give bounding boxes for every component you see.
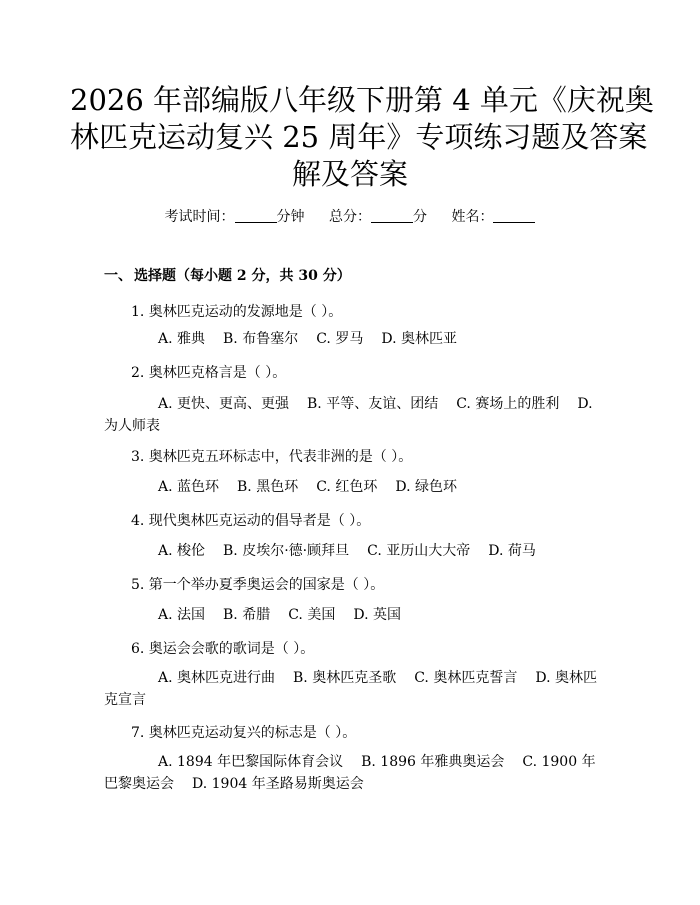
option: C. 赛场上的胜利 bbox=[456, 396, 560, 412]
option: B. 黑色环 bbox=[237, 479, 299, 495]
option: A. 法国 bbox=[158, 607, 206, 623]
question-options bbox=[104, 328, 600, 350]
option: B. 奥林匹克圣歌 bbox=[293, 670, 397, 686]
question-options bbox=[104, 393, 600, 437]
option: A. 奥林匹克进行曲 bbox=[158, 670, 276, 686]
option: A. 梭伦 bbox=[158, 543, 206, 559]
title-line: 2026 年部编版八年级下册第 4 单元《庆祝奥 bbox=[70, 83, 654, 117]
option: D. 为人师表 bbox=[104, 396, 593, 434]
question-options bbox=[104, 751, 600, 795]
exam-score-unit: 分 bbox=[413, 209, 427, 225]
option: B. 1896 年雅典奥运会 bbox=[361, 754, 505, 770]
exam-score-blank bbox=[371, 208, 413, 223]
exam-score-label: 总分： bbox=[329, 209, 371, 225]
exam-name-blank bbox=[493, 208, 535, 223]
option: B. 希腊 bbox=[223, 607, 271, 623]
question-stem: 2. 奥林匹克格言是（ ）。 bbox=[131, 365, 287, 381]
section-title: 选择题（每小题 2 分，共 30 分） bbox=[134, 268, 351, 284]
question-stem: 5. 第一个举办夏季奥运会的国家是（ ）。 bbox=[131, 577, 385, 593]
option: C. 亚历山大大帝 bbox=[367, 543, 471, 559]
option: D. 英国 bbox=[353, 607, 401, 623]
exam-name-label: 姓名： bbox=[451, 209, 494, 225]
option: D. 奥林匹克宣言 bbox=[104, 670, 597, 708]
option: A. 雅典 bbox=[158, 331, 206, 347]
option: A. 更快、更高、更强 bbox=[158, 396, 290, 412]
option: B. 平等、友谊、团结 bbox=[307, 396, 439, 412]
exam-info bbox=[0, 206, 700, 226]
option: A. 1894 年巴黎国际体育会议 bbox=[158, 754, 344, 770]
option: C. 美国 bbox=[288, 607, 336, 623]
title-line: 解及答案 bbox=[291, 157, 408, 191]
option: D. 奥林匹亚 bbox=[381, 331, 457, 347]
option: A. 蓝色环 bbox=[158, 479, 220, 495]
question-options bbox=[104, 540, 600, 562]
question-stem: 3. 奥林匹克五环标志中，代表非洲的是（ ）。 bbox=[131, 449, 413, 465]
option: D. 1904 年圣路易斯奥运会 bbox=[192, 776, 364, 792]
exam-time-label: 考试时间： bbox=[164, 209, 235, 225]
question-stem: 1. 奥林匹克运动的发源地是（ ）。 bbox=[131, 304, 343, 320]
section-heading bbox=[104, 265, 351, 285]
option: B. 皮埃尔·德·顾拜旦 bbox=[223, 543, 350, 559]
option: D. 绿色环 bbox=[395, 479, 457, 495]
option: C. 罗马 bbox=[316, 331, 364, 347]
question-options bbox=[104, 667, 600, 711]
option: C. 1900 年巴黎奥运会 bbox=[104, 754, 596, 792]
document-title bbox=[70, 82, 654, 193]
option: D. 荷马 bbox=[488, 543, 536, 559]
exam-score bbox=[329, 206, 427, 226]
question-stem: 6. 奥运会会歌的歌词是（ ）。 bbox=[131, 641, 315, 657]
exam-time bbox=[165, 206, 305, 226]
exam-time-blank bbox=[235, 208, 277, 223]
option: B. 布鲁塞尔 bbox=[223, 331, 299, 347]
exam-name bbox=[451, 206, 535, 226]
title-line: 林匹克运动复兴 25 周年》专项练习题及答案 bbox=[70, 120, 648, 154]
question-stem: 7. 奥林匹克运动复兴的标志是（ ）。 bbox=[131, 725, 357, 741]
question-options bbox=[104, 476, 600, 498]
question-options bbox=[104, 604, 600, 626]
option: C. 红色环 bbox=[316, 479, 378, 495]
exam-time-unit: 分钟 bbox=[276, 209, 305, 225]
option: C. 奥林匹克誓言 bbox=[414, 670, 518, 686]
question-stem: 4. 现代奥林匹克运动的倡导者是（ ）。 bbox=[131, 513, 371, 529]
section-number: 一、 bbox=[104, 268, 132, 284]
